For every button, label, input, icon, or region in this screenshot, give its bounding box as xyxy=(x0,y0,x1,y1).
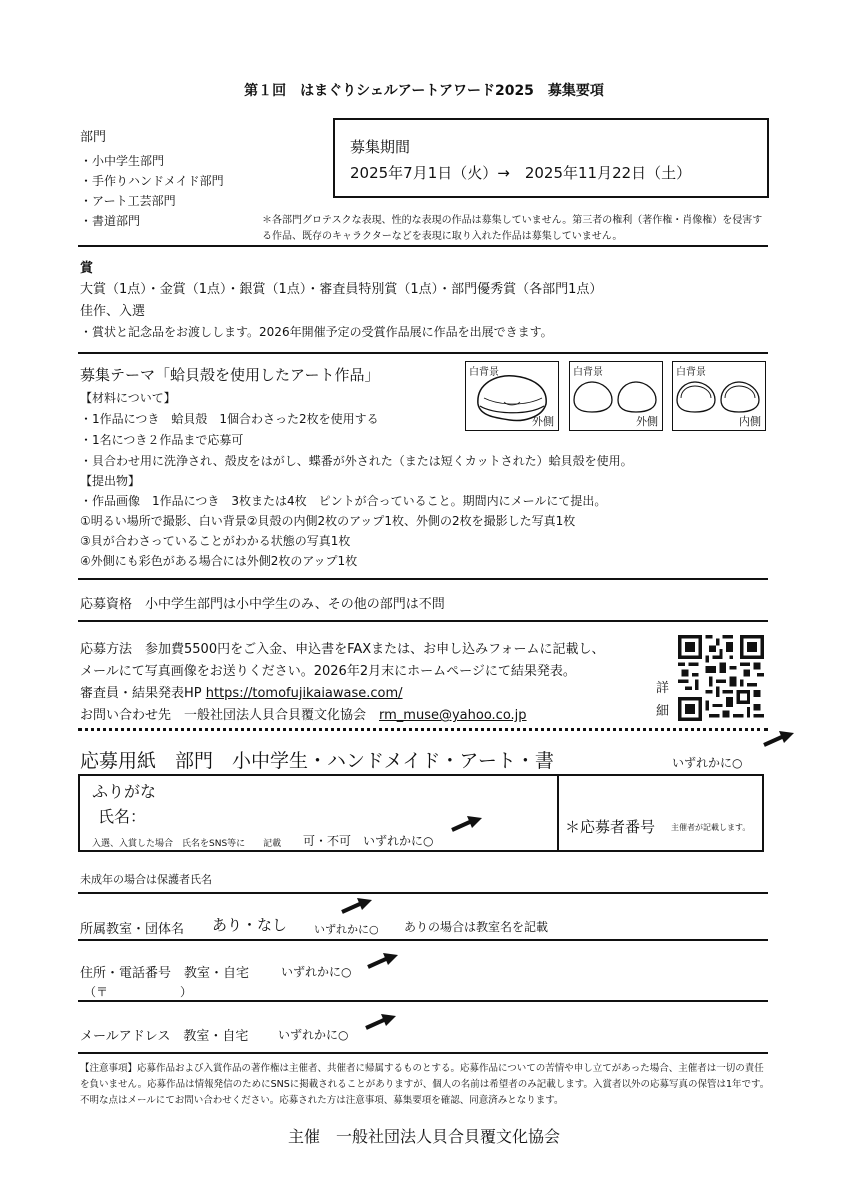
photo-background-label: 白背景 xyxy=(676,367,706,378)
affiliation-choice[interactable]: あり・なし xyxy=(212,916,288,934)
period-note-line: ＊各部門グロテスクな表現、性的な表現の作品は募集していません。第三者の権利（著作権・肖像権）を侵害す xyxy=(262,215,763,226)
division-item: ・小中学生部門 xyxy=(80,154,165,168)
division-item: ・アート工芸部門 xyxy=(80,194,176,208)
email-select[interactable]: いずれかに○ xyxy=(278,1028,349,1042)
materials-item: ・貝合わせ用に洗浄され、殻皮をはがし、蝶番が外された（または短くカットされた）蛤貝殻を使用。 xyxy=(80,454,633,468)
page-title: 第１回 はまぐりシェルアートアワード2025 募集要項 xyxy=(244,83,604,99)
awards-note: ・賞状と記念品をお渡しします。2026年開催予定の受賞作品展に作品を出展できます。 xyxy=(80,325,553,339)
method-line: メールにて写真画像をお送りください。2026年2月末にホームページにて結果発表。 xyxy=(80,664,576,679)
hp-row xyxy=(80,682,403,701)
divider xyxy=(78,578,768,580)
materials-item: ・1作品につき 蛤貝殻 1個合わさった2枚を使用する xyxy=(80,412,379,426)
applicant-number-label: ＊応募者番号 xyxy=(565,818,656,836)
method-line: 応募方法 参加費5500円をご入金、申込書をFAXまたは、お申し込みフォームに記載し、 xyxy=(80,642,605,657)
submission-item: ・作品画像 1作品につき 3枚または4枚 ピントが合っていること。期間内にメールにて提出。 xyxy=(80,494,607,508)
qr-code-icon[interactable] xyxy=(678,635,764,721)
photo-example-closed-shell xyxy=(465,361,559,431)
details-label: 詳 xyxy=(656,681,670,696)
furigana-label: ふりがな xyxy=(92,782,157,801)
name-label: 氏名： xyxy=(98,807,147,826)
awards-heading: 賞 xyxy=(80,261,94,276)
awards-list: 大賞（1点）・金賞（1点）・銀賞（1点）・審査員特別賞（1点）・部門優秀賞（各部門1点） xyxy=(80,282,603,297)
hp-label: 審査員・結果発表HP xyxy=(80,686,206,701)
contact-email-link[interactable]: rm_muse@yahoo.co.jp xyxy=(379,708,527,723)
period-box xyxy=(333,118,769,198)
postal-code-field[interactable]: （〒 ） xyxy=(84,985,193,999)
eligibility: 応募資格 小中学生部門は小中学生のみ、その他の部門は不問 xyxy=(80,597,445,612)
hp-link[interactable]: https://tomofujikaiawase.com/ xyxy=(205,686,403,701)
photo-side-label: 外側 xyxy=(532,415,554,428)
period-note-line: る作品、既存のキャラクターなどを表現に取り入れた作品は募集していません。 xyxy=(262,231,623,242)
address-field-line xyxy=(78,1000,768,1002)
details-label: 細 xyxy=(656,704,670,719)
guardian-field-line xyxy=(78,892,768,894)
submission-heading: 【提出物】 xyxy=(80,474,141,488)
pointer-arrow-icon xyxy=(364,1013,398,1033)
email-label: メールアドレス 教室・自宅 xyxy=(80,1029,249,1044)
affiliation-note: ありの場合は教室名を記載 xyxy=(404,920,549,934)
divider xyxy=(78,245,768,247)
divider xyxy=(78,352,768,354)
address-label: 住所・電話番号 教室・自宅 xyxy=(80,966,250,981)
divisions-heading: 部門 xyxy=(80,130,107,145)
photo-side-label: 外側 xyxy=(636,415,658,428)
contact-label: お問い合わせ先 一般社団法人貝合貝覆文化協会 xyxy=(80,708,380,723)
cut-line xyxy=(78,728,768,731)
pointer-arrow-icon xyxy=(366,952,400,972)
applicant-number-note: 主催者が記載します。 xyxy=(671,823,751,832)
period-heading: 募集期間 xyxy=(350,138,411,156)
division-item: ・書道部門 xyxy=(80,214,141,228)
name-box-divider xyxy=(557,774,559,852)
notes: 【注意事項】応募作品および入賞作品の著作権は主催者、共催者に帰属するものとする。応募作品についての苦情や申し立てがあった場合、主催者は一切の責任を負いません。応募作品は情報発信のためにSNSに掲載されることがありますが、個人の名前は希望者のみ記載します。入賞者以外の応募写真の保管は1年です。不明な点はメールにてお問い合わせください。応募された方は注意事項、募集要項を確認、同意済みとなります。 xyxy=(80,1063,770,1106)
photo-background-label: 白背景 xyxy=(469,367,499,378)
materials-item: ・1名につき２作品まで応募可 xyxy=(80,433,244,447)
period-dates: 2025年7月1日（火）→ 2025年11月22日（土） xyxy=(350,164,692,182)
sns-choice[interactable]: 可・不可 いずれかに○ xyxy=(303,834,434,848)
form-heading: 応募用紙 部門 小中学生・ハンドメイド・アート・書 xyxy=(80,750,554,772)
pointer-arrow-icon xyxy=(762,730,796,750)
theme-heading: 募集テーマ「蛤貝殻を使用したアート作品」 xyxy=(80,366,380,384)
affiliation-label: 所属教室・団体名 xyxy=(80,922,185,937)
materials-heading: 【材料について】 xyxy=(80,391,176,405)
photo-background-label: 白背景 xyxy=(573,367,603,378)
sns-note: 入選、入賞した場合 氏名をSNS等に 記載 xyxy=(92,839,282,849)
address-select[interactable]: いずれかに○ xyxy=(281,965,352,979)
affiliation-select-note: いずれかに○ xyxy=(314,923,379,936)
awards-honorable: 佳作、入選 xyxy=(80,304,146,319)
organizer: 主催 一般社団法人貝合貝覆文化協会 xyxy=(287,1127,560,1146)
submission-item: ④外側にも彩色がある場合には外側2枚のアップ1枚 xyxy=(80,554,358,568)
guardian-label: 未成年の場合は保護者氏名 xyxy=(80,873,212,886)
division-item: ・手作りハンドメイド部門 xyxy=(80,174,224,188)
photo-example-outer-pair xyxy=(569,361,663,431)
pointer-arrow-icon xyxy=(450,815,484,835)
submission-item: ①明るい場所で撮影、白い背景②貝殻の内側2枚のアップ1枚、外側の2枚を撮影した写真1枚 xyxy=(80,514,576,528)
email-field-line xyxy=(78,1052,768,1054)
photo-example-inner-pair xyxy=(672,361,766,431)
divider xyxy=(78,620,768,622)
photo-side-label: 内側 xyxy=(739,415,761,428)
submission-item: ③貝が合わさっていることがわかる状態の写真1枚 xyxy=(80,534,351,548)
form-heading-note: いずれかに○ xyxy=(672,756,743,770)
contact-row xyxy=(80,704,527,723)
pointer-arrow-icon xyxy=(340,897,374,917)
affiliation-field-line xyxy=(78,939,768,941)
